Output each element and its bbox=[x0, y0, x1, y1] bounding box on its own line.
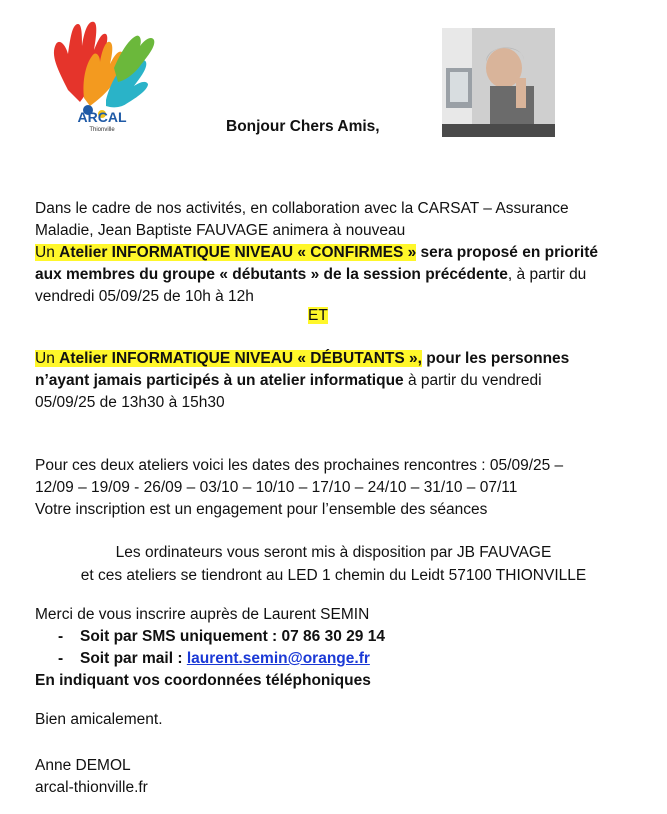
svg-text:Thionville: Thionville bbox=[89, 127, 115, 132]
intro-line-1: Dans le cadre de nos activités, en collaboration avec la CARSAT – Assurance bbox=[35, 200, 569, 217]
atelier-confirmes-line: Un Atelier INFORMATIQUE NIVEAU « CONFIRMES » sera proposé en priorité bbox=[35, 244, 598, 261]
closing: Bien amicalement. bbox=[35, 711, 163, 728]
highlight: Un Atelier INFORMATIQUE NIVEAU « DÉBUTANTS », bbox=[35, 350, 422, 367]
dates-line-3: Votre inscription est un engagement pour l’ensemble des séances bbox=[35, 501, 488, 518]
debutants-line-3: 05/09/25 de 13h30 à 15h30 bbox=[35, 394, 225, 411]
debutants-paragraph bbox=[35, 348, 635, 414]
contact-list bbox=[35, 626, 635, 670]
intro-paragraph bbox=[35, 198, 635, 308]
hands-logo-icon bbox=[40, 10, 165, 132]
arcal-logo bbox=[40, 10, 165, 132]
location-line-2: et ces ateliers se tiendront au LED 1 chemin du Leidt 57100 THIONVILLE bbox=[80, 567, 587, 584]
contact-note: En indiquant vos coordonnées téléphoniques bbox=[35, 672, 371, 689]
contact-intro: Merci de vous inscrire auprès de Laurent SEMIN bbox=[35, 606, 370, 623]
highlight: Un Atelier INFORMATIQUE NIVEAU « CONFIRMES » bbox=[35, 244, 417, 261]
svg-text:ARCAL: ARCAL bbox=[77, 109, 127, 125]
signature bbox=[35, 755, 635, 799]
email-link[interactable]: laurent.semin@orange.fr bbox=[186, 650, 370, 667]
et-label: ET bbox=[308, 307, 328, 324]
intro-line-5: vendredi 05/09/25 de 10h à 12h bbox=[35, 288, 254, 305]
location-line-1: Les ordinateurs vous seront mis à disposition par JB FAUVAGE bbox=[115, 544, 552, 561]
location-paragraph bbox=[0, 541, 667, 587]
sms-item: - Soit par SMS uniquement : 07 86 30 29 14 bbox=[35, 626, 635, 648]
dates-line-1: Pour ces deux ateliers voici les dates des prochaines rencontres : 05/09/25 – bbox=[35, 457, 564, 474]
contact-section bbox=[35, 604, 635, 692]
intro-line-4: aux membres du groupe « débutants » de la session précédente, à partir du bbox=[35, 266, 587, 283]
dates-paragraph bbox=[35, 455, 635, 521]
greeting: Bonjour Chers Amis, bbox=[226, 118, 380, 135]
debutants-line-2: n’ayant jamais participés à un atelier informatique à partir du vendredi bbox=[35, 372, 542, 389]
mail-item: - Soit par mail : laurent.semin@orange.fr bbox=[35, 648, 635, 670]
person-at-computer-photo bbox=[442, 28, 555, 137]
intro-line-2: Maladie, Jean Baptiste FAUVAGE animera à nouveau bbox=[35, 222, 406, 239]
signature-name: Anne DEMOL bbox=[35, 757, 131, 774]
signature-site: arcal-thionville.fr bbox=[35, 779, 148, 796]
dates-line-2: 12/09 – 19/09 - 26/09 – 03/10 – 10/10 – 17/10 – 24/10 – 31/10 – 07/11 bbox=[35, 479, 518, 496]
atelier-debutants-line: Un Atelier INFORMATIQUE NIVEAU « DÉBUTANTS », pour les personnes bbox=[35, 350, 570, 367]
